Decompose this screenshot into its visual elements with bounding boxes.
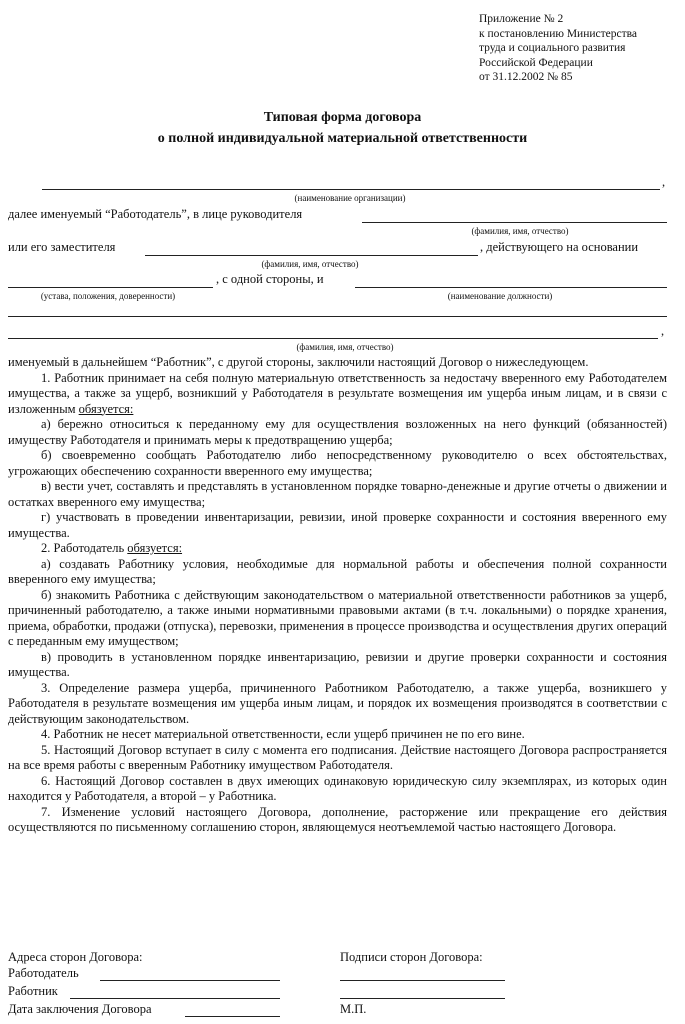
clause-4: 4. Работник не несет материальной ответственности, если ущерб причинен не по его вине.: [41, 727, 525, 741]
basis-label: , действующего на основании: [480, 240, 639, 254]
comma: ,: [662, 175, 666, 189]
signatures-heading: Подписи сторон Договора:: [340, 950, 483, 964]
employee-address-line[interactable]: [70, 998, 280, 999]
clause-1g: г) участвовать в проведении инвентаризации, ревизии, иной проверке сохранности и состояния вверенного ему имущества.: [8, 510, 667, 540]
clause-2a: а) создавать Работнику условия, необходимые для нормальной работы и обеспечения полной сохранности вверенного ему имущества;: [8, 556, 667, 586]
caption-fio: (фамилия, имя, отчество): [261, 259, 359, 269]
appendix-line: Приложение № 2: [479, 13, 564, 25]
appendix-line: труда и социального развития: [479, 42, 626, 55]
deputy-name-field-line[interactable]: [145, 255, 478, 256]
contract-date-label: Дата заключения Договора: [8, 1002, 152, 1016]
contract-date-line[interactable]: [185, 1016, 280, 1017]
clause-2-text: 2. Работодатель: [41, 541, 128, 555]
clause-6: 6. Настоящий Договор составлен в двух имеющих одинаковую юридическую силу экземплярах, из которых один находится у Работодателя, а второй – у Работника.: [8, 773, 667, 803]
document-subtitle: о полной индивидуальной материальной ответственности: [157, 131, 528, 146]
deputy-label: или его заместителя: [8, 240, 116, 254]
obliges-underlined: обязуется:: [127, 541, 183, 555]
contract-body: [8, 355, 667, 836]
clause-2b: б) знакомить Работника с действующим законодательством о материальной ответственности работников за ущерб, причиненный работодателю, а также иными нормативными правовыми актами (в т.ч. локальными) о порядке хранения, приема, обработки, продажи (отпуска), перевозки, применения в процессе производства и осуществления других операций с переданным ему имуществом;: [8, 587, 667, 648]
appendix-block: [479, 12, 637, 85]
clause-1-text: 1. Работник принимает на себя полную материальную ответственность за недостачу вверенного ему Работодателем имущества, а также за ущерб, возникший у Работодателя в результате возмещения им ущерба иным лицам, и в связи с изложенным: [8, 370, 667, 416]
clause-1: [8, 371, 667, 418]
appendix-line: к постановлению Министерства: [479, 27, 638, 40]
employer-label: далее именуемый “Работодатель”, в лице руководителя: [8, 207, 303, 221]
appendix-line: Российской Федерации: [479, 56, 593, 69]
employer-footer-label: Работодатель: [8, 966, 79, 980]
head-name-field-line[interactable]: [362, 222, 667, 223]
employee-footer-label: Работник: [8, 984, 58, 998]
caption-position: (наименование должности): [447, 291, 553, 301]
clause-1v: в) вести учет, составлять и представлять в установленном порядке товарно-денежные и другие отчеты о движении и остатках вверенного ему имущества;: [8, 479, 667, 509]
basis-document-field-line[interactable]: [8, 287, 213, 288]
clause-3: 3. Определение размера ущерба, причиненного Работником Работодателю, а также ущерба, возникшего у Работодателя в результате возмещения им ущерба иным лицам, и порядок их возмещения производятся в соответствии с действующим законодательством.: [8, 680, 667, 726]
clause-5: 5. Настоящий Договор вступает в силу с момента его подписания. Действие настоящего Договора распространяется на все время работы с вверенным Работнику имуществом Работодателя.: [8, 742, 667, 772]
appendix-line: от 31.12.2002 № 85: [479, 71, 573, 84]
addresses-heading: Адреса сторон Договора:: [8, 950, 143, 964]
caption-fio: (фамилия, имя, отчество): [296, 342, 394, 352]
one-side-label: , с одной стороны, и: [216, 272, 324, 286]
caption-fio: (фамилия, имя, отчество): [471, 226, 569, 236]
employee-signature-line[interactable]: [340, 998, 505, 999]
document-title: Типовая форма договора: [263, 110, 422, 125]
obliges-underlined: обязуется:: [78, 401, 134, 416]
clause-1a: а) бережно относиться к переданному ему для осуществления возложенных на него функций (обязанностей) имуществу Работодателя и принимать меры к предотвращению ущерба;: [8, 417, 667, 447]
clause-1b: б) своевременно сообщать Работодателю либо непосредственному руководителю о всех обстоятельствах, угрожающих обеспечению сохранности вверенного ему имущества;: [8, 448, 667, 478]
caption-organization: (наименование организации): [294, 193, 406, 203]
intro-paragraph: именуемый в дальнейшем “Работник”, с другой стороны, заключили настоящий Договор о нижеследующем.: [8, 355, 589, 369]
clause-7: 7. Изменение условий настоящего Договора, дополнение, расторжение или прекращение его действия осуществляются по письменному соглашению сторон, являющемуся неотъемлемой частью настоящего Договора.: [8, 804, 667, 834]
seal-label: М.П.: [340, 1002, 367, 1016]
employee-extra-line[interactable]: [8, 316, 667, 317]
employee-name-field-line[interactable]: [8, 338, 658, 339]
employer-address-line[interactable]: [100, 980, 280, 981]
comma: ,: [661, 324, 665, 338]
organization-field-line[interactable]: [42, 189, 660, 190]
caption-charter: (устава, положения, доверенности): [40, 291, 176, 301]
position-field-line[interactable]: [355, 287, 667, 288]
employer-signature-line[interactable]: [340, 980, 505, 981]
clause-2v: в) проводить в установленном порядке инвентаризацию, ревизии и другие проверки сохранности и состояния имущества.: [8, 649, 667, 679]
clause-2: [8, 541, 667, 557]
